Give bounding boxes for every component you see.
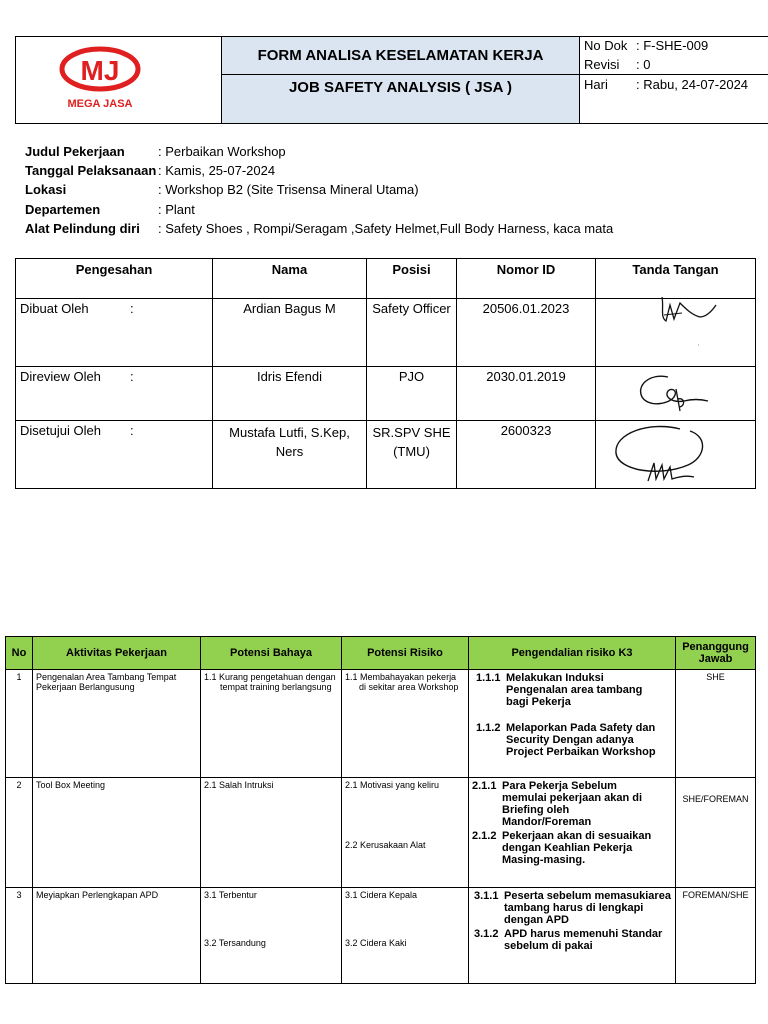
- job-info: [25, 144, 745, 240]
- risk-item: 1.1 Membahayakan pekerja di sekitar area Workshop: [345, 672, 459, 692]
- job-info-value: : Perbaikan Workshop: [158, 144, 286, 159]
- jsa-risk: [342, 778, 469, 888]
- logo-initials: MJ: [80, 55, 120, 86]
- jsa-table: [5, 636, 756, 984]
- control-text: Melaporkan Pada Safety dan Security Dengan adanya Project Perbaikan Workshop: [506, 722, 656, 758]
- jsa-controls: [469, 888, 676, 984]
- risk-item: 2.1 Motivasi yang keliru: [345, 780, 440, 790]
- jsa-col-header: Aktivitas Pekerjaan: [33, 637, 201, 670]
- signature-icon: [610, 423, 720, 487]
- jsa-hazard: [201, 888, 342, 984]
- logo-text: MEGA JASA: [67, 98, 133, 110]
- approval-role-cell: [16, 299, 213, 367]
- jsa-pic: FOREMAN/SHE: [676, 888, 756, 984]
- approval-name: Idris Efendi: [213, 367, 367, 421]
- approval-col-header: Nomor ID: [457, 259, 596, 299]
- approval-name: Mustafa Lutfi, S.Kep, Ners: [213, 421, 367, 489]
- approval-separator: :: [130, 423, 134, 438]
- approval-position: PJO: [367, 367, 457, 421]
- hazard-item: 1.1 Kurang pengetahuan dengan tempat training berlangsung: [204, 672, 336, 692]
- job-info-value: : Workshop B2 (Site Trisensa Mineral Utama): [158, 182, 419, 197]
- jsa-activity: Pengenalan Area Tambang Tempat Pekerjaan Berlangusung: [33, 670, 201, 778]
- job-info-label: Alat Pelindung diri: [25, 221, 140, 236]
- control-number: 2.1.2: [472, 830, 497, 842]
- job-info-value: : Plant: [158, 202, 195, 217]
- signature-icon: [652, 287, 732, 337]
- jsa-col-header: Penanggung Jawab: [676, 637, 756, 670]
- jsa-col-header: Pengendalian risiko K3: [469, 637, 676, 670]
- approval-col-header: Posisi: [367, 259, 457, 299]
- table-row: [16, 421, 756, 489]
- form-title-id: FORM ANALISA KESELAMATAN KERJA: [222, 37, 580, 75]
- approval-col-header: Nama: [213, 259, 367, 299]
- table-row: [6, 888, 756, 984]
- approval-position: Safety Officer: [367, 299, 457, 367]
- approval-role: Dibuat Oleh: [20, 301, 89, 316]
- meta-label: No Dok: [584, 38, 628, 53]
- control-text: Pekerjaan akan di sesuaikan dengan Keahlian Pekerja Masing-masing.: [502, 830, 652, 866]
- meta-divider: [580, 74, 768, 75]
- meta-label: Hari: [584, 77, 608, 92]
- approval-separator: :: [130, 369, 134, 384]
- approval-table: [15, 258, 756, 489]
- table-row: [16, 367, 756, 421]
- control-number: 1.1.2: [476, 722, 501, 734]
- approval-id: 2030.01.2019: [457, 367, 596, 421]
- risk-item: 3.1 Cidera Kepala: [345, 890, 418, 900]
- hazard-item: 3.2 Tersandung: [204, 938, 266, 948]
- document-meta: [580, 37, 768, 123]
- table-row: [6, 670, 756, 778]
- control-item: [472, 780, 672, 828]
- jsa-header-row: [6, 637, 756, 670]
- control-item: [476, 672, 672, 708]
- control-number: 1.1.1: [476, 672, 501, 684]
- control-number: 3.1.1: [474, 890, 499, 902]
- jsa-activity: Tool Box Meeting: [33, 778, 201, 888]
- jsa-controls: [469, 778, 676, 888]
- signature-cell: [596, 367, 756, 421]
- meta-value: : 0: [636, 57, 651, 72]
- jsa-hazard: [201, 670, 342, 778]
- approval-position: SR.SPV SHE (TMU): [367, 421, 457, 489]
- signature-cell: [596, 299, 756, 367]
- jsa-pic: [676, 778, 756, 888]
- approval-role-cell: [16, 367, 213, 421]
- control-text: Para Pekerja Sebelum memulai pekerjaan akan di Briefing oleh Mandor/Foreman: [502, 780, 643, 828]
- meta-value: : F-SHE-009: [636, 38, 709, 53]
- job-info-label: Departemen: [25, 202, 101, 217]
- jsa-pic-text: SHE/FOREMAN: [682, 794, 749, 804]
- approval-role-cell: [16, 421, 213, 489]
- approval-name: Ardian Bagus M: [213, 299, 367, 367]
- control-text: Melakukan Induksi Pengenalan area tambang bagi Pekerja: [506, 672, 643, 708]
- jsa-col-header: Potensi Bahaya: [201, 637, 342, 670]
- approval-header-row: [16, 259, 756, 299]
- control-item: [474, 928, 672, 952]
- approval-role: Direview Oleh: [20, 369, 101, 384]
- jsa-col-header: Potensi Risiko: [342, 637, 469, 670]
- jsa-no: 3: [6, 888, 33, 984]
- meta-label: Revisi: [584, 57, 620, 72]
- jsa-activity: Meyiapkan Perlengkapan APD: [33, 888, 201, 984]
- job-info-label: Tanggal Pelaksanaan: [25, 163, 157, 178]
- hazard-item: 3.1 Terbentur: [204, 890, 257, 900]
- company-logo-icon: [16, 37, 222, 123]
- control-text: Peserta sebelum memasukiarea tambang harus di lengkapi dengan APD: [504, 890, 671, 926]
- signature-cell: [596, 421, 756, 489]
- control-item: [474, 890, 672, 926]
- job-info-label: Lokasi: [25, 182, 67, 197]
- jsa-hazard: [201, 778, 342, 888]
- table-row: [6, 778, 756, 888]
- jsa-col-header: No: [6, 637, 33, 670]
- jsa-controls: [469, 670, 676, 778]
- document-header: [15, 36, 768, 124]
- signature-icon: [628, 369, 718, 419]
- hazard-item: 2.1 Salah Intruksi: [204, 780, 274, 790]
- form-title-en: JOB SAFETY ANALYSIS ( JSA ): [222, 75, 580, 123]
- meta-value: : Rabu, 24-07-2024: [636, 77, 749, 92]
- jsa-risk: [342, 888, 469, 984]
- approval-col-header: Tanda Tangan: [596, 259, 756, 299]
- table-row: [16, 299, 756, 367]
- jsa-no: 2: [6, 778, 33, 888]
- job-info-value: : Kamis, 25-07-2024: [158, 163, 276, 178]
- job-info-value: : Safety Shoes , Rompi/Seragam ,Safety Helmet,Full Body Harness, kaca mata: [158, 221, 614, 236]
- control-text: APD harus memenuhi Standar sebelum di pakai: [504, 928, 663, 952]
- control-number: 2.1.1: [472, 780, 497, 792]
- approval-separator: :: [130, 301, 134, 316]
- approval-role: Disetujui Oleh: [20, 423, 101, 438]
- company-logo-cell: [16, 37, 222, 123]
- approval-col-header: Pengesahan: [16, 259, 213, 299]
- approval-id: 2600323: [457, 421, 596, 489]
- control-item: [476, 722, 672, 758]
- jsa-pic: SHE: [676, 670, 756, 778]
- job-info-label: Judul Pekerjaan: [25, 144, 125, 159]
- jsa-risk: [342, 670, 469, 778]
- risk-item: 2.2 Kerusakaan Alat: [345, 840, 426, 850]
- control-number: 3.1.2: [474, 928, 499, 940]
- control-item: [472, 830, 672, 866]
- jsa-no: 1: [6, 670, 33, 778]
- risk-item: 3.2 Cidera Kaki: [345, 938, 407, 948]
- approval-id: 20506.01.2023: [457, 299, 596, 367]
